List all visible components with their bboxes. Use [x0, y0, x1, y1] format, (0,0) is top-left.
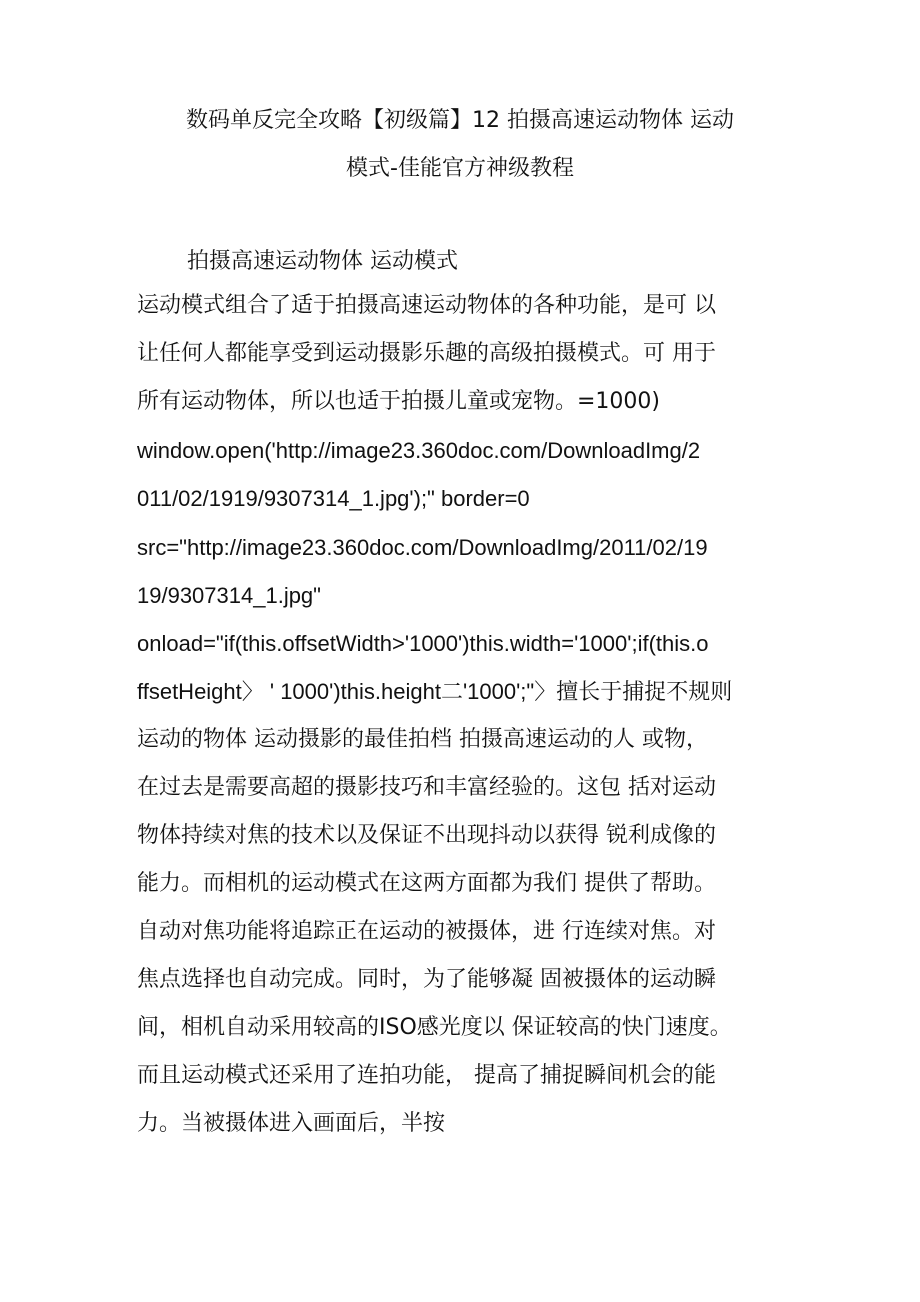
body-line: 间，相机自动采用较高的ISO感光度以 保证较高的快门速度。	[137, 1015, 732, 1040]
section-heading: 拍摄高速运动物体 运动模式	[187, 249, 458, 274]
document-title-line-2: 模式-佳能官方神级教程	[346, 156, 574, 181]
body-line: ffsetHeight〉 ' 1000')this.height二'1000';"〉擅长于捕捉不规则	[137, 679, 733, 704]
body-line: 力。当被摄体进入画面后，半按	[137, 1111, 446, 1136]
body-line: onload="if(this.offsetWidth>'1000')this.width='1000';if(this.o	[137, 631, 709, 656]
body-line: 运动的物体 运动摄影的最佳拍档 拍摄高速运动的人 或物，	[137, 727, 708, 752]
body-line: 而且运动模式还采用了连拍功能， 提高了捕捉瞬间机会的能	[137, 1063, 716, 1088]
body-line: 在过去是需要高超的摄影技巧和丰富经验的。这包 括对运动	[137, 775, 716, 800]
body-line: 011/02/1919/9307314_1.jpg');" border=0	[137, 486, 530, 511]
body-line: window.open('http://image23.360doc.com/DownloadImg/2	[137, 438, 701, 463]
body-line: 让任何人都能享受到运动摄影乐趣的高级拍摄模式。可 用于	[137, 341, 716, 366]
body-line: 运动模式组合了适于拍摄高速运动物体的各种功能，是可 以	[137, 293, 716, 318]
body-line: 焦点选择也自动完成。同时，为了能够凝 固被摄体的运动瞬	[137, 967, 716, 992]
body-line: 自动对焦功能将追踪正在运动的被摄体，进 行连续对焦。对	[137, 919, 716, 944]
body-line: 物体持续对焦的技术以及保证不出现抖动以获得 锐利成像的	[137, 823, 716, 848]
body-line: 所有运动物体，所以也适于拍摄儿童或宠物。=1000)	[137, 389, 661, 414]
body-line: 19/9307314_1.jpg"	[137, 583, 321, 608]
body-line: src="http://image23.360doc.com/DownloadImg/2011/02/19	[137, 535, 708, 560]
body-line: 能力。而相机的运动模式在这两方面都为我们 提供了帮助。	[137, 871, 716, 896]
document-title-line-1: 数码单反完全攻略【初级篇】12 拍摄高速运动物体 运动	[186, 108, 734, 133]
